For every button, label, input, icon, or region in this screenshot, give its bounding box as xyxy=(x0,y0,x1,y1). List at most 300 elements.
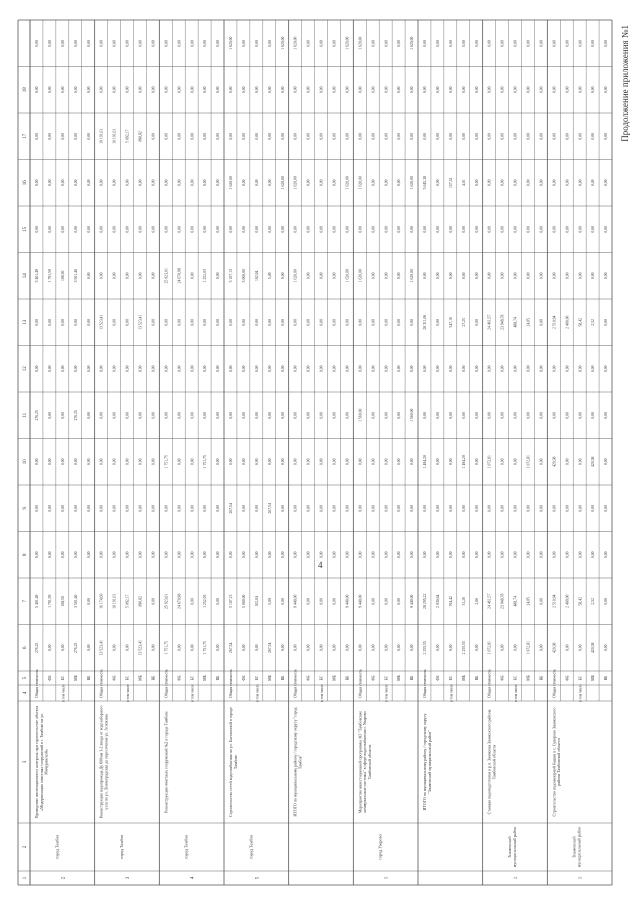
value-cell: 0,00 xyxy=(487,272,492,280)
value-cell: 0,00 xyxy=(436,86,440,94)
in-that-label: в том числе xyxy=(190,684,195,702)
value-cell: 0,00 xyxy=(539,132,544,140)
value-cell: 0,00 xyxy=(151,365,156,373)
value-cell: 0,00 xyxy=(332,132,337,140)
value-cell: 0,00 xyxy=(384,458,389,466)
in-that-label: в том числе xyxy=(320,684,324,702)
value-cell: 1 072,81 xyxy=(526,455,531,469)
value-cell: 0,00 xyxy=(35,86,40,94)
column-number: 6 xyxy=(23,646,28,649)
value-cell: 0,00 xyxy=(177,318,182,326)
value-cell: 9 440,00 xyxy=(410,594,415,608)
value-cell: 0,00 xyxy=(513,551,518,559)
value-cell: 0,00 xyxy=(474,272,479,280)
value-cell: 0,00 xyxy=(35,179,40,187)
value-cell: 0,00 xyxy=(604,272,609,280)
value-cell: 0,00 xyxy=(539,179,544,187)
sub-label: МБ xyxy=(267,675,272,681)
value-cell: 0,00 xyxy=(112,39,117,47)
value-cell: 1 620,00 xyxy=(410,269,415,283)
value-cell: 0,00 xyxy=(423,86,428,94)
value-cell: 0,00 xyxy=(125,551,130,559)
value-cell: 0,00 xyxy=(552,411,557,419)
column-number: 9 xyxy=(23,507,28,510)
value-cell: 0,00 xyxy=(73,86,78,94)
value-cell: 0,00 xyxy=(203,39,208,47)
value-cell: 0,00 xyxy=(487,551,492,559)
value-cell: 0,00 xyxy=(591,411,596,419)
value-cell: 1 751,75 xyxy=(203,455,208,469)
value-cell: 0,00 xyxy=(332,644,337,652)
value-cell: 0,00 xyxy=(474,132,479,140)
value-cell: 1 620,00 xyxy=(358,269,363,283)
value-cell: 0,00 xyxy=(500,39,505,47)
value-cell: 0,00 xyxy=(99,39,104,47)
value-cell: 0,00 xyxy=(604,225,609,233)
in-that-label: в том числе xyxy=(61,684,66,702)
value-cell: 0,00 xyxy=(99,86,104,94)
value-cell: 0,00 xyxy=(423,504,428,512)
value-cell: 9 440,00 xyxy=(345,594,350,608)
value-cell: 0,00 xyxy=(203,225,208,233)
value-cell: 0,00 xyxy=(384,225,389,233)
value-cell: 0,00 xyxy=(229,132,234,140)
value-cell: 0,00 xyxy=(384,132,389,140)
value-cell: 0,00 xyxy=(436,551,440,559)
value-cell: 0,00 xyxy=(591,365,596,373)
value-cell: 0,00 xyxy=(203,411,208,419)
value-cell: 0,00 xyxy=(539,411,544,419)
value-cell: 0,00 xyxy=(138,411,143,419)
value-cell: 0,00 xyxy=(436,318,440,326)
value-cell: 0,00 xyxy=(332,86,337,94)
value-cell: 0,00 xyxy=(203,86,208,94)
sub-label: ВБ xyxy=(216,675,221,681)
value-cell: 0,00 xyxy=(423,39,428,47)
sub-label: МБ xyxy=(591,675,596,681)
value-cell: 0,00 xyxy=(242,411,246,419)
value-cell: 0,00 xyxy=(125,365,130,373)
row-object: Тамбовской области xyxy=(366,744,372,780)
value-cell: 0,00 xyxy=(242,644,246,652)
value-cell: 0,00 xyxy=(73,225,78,233)
value-cell: 0,00 xyxy=(539,458,544,466)
value-cell: 0,00 xyxy=(578,179,583,187)
value-cell: 5 107,13 xyxy=(229,269,234,283)
row-object: Строительство сетей водоснабжения по ул. Бастионной в городе xyxy=(228,707,233,817)
value-cell: 0,00 xyxy=(410,318,415,326)
column-number: 11 xyxy=(23,412,28,418)
value-cell: 0,00 xyxy=(578,551,583,559)
value-cell: 0,00 xyxy=(565,39,570,47)
value-cell: 0,00 xyxy=(216,504,221,512)
value-cell: 0,00 xyxy=(306,318,311,326)
row-locality: город Тамбов xyxy=(119,834,124,860)
value-cell: 0,00 xyxy=(190,365,195,373)
value-cell: 0,00 xyxy=(513,411,518,419)
value-cell: 0,00 xyxy=(358,225,363,233)
value-cell: 0,00 xyxy=(60,504,65,512)
value-cell: 0,00 xyxy=(267,86,272,94)
value-cell: 0,00 xyxy=(591,225,596,233)
value-cell: 0,00 xyxy=(319,644,324,652)
column-number: 15 xyxy=(23,226,28,232)
value-cell: 1 494,20 xyxy=(423,455,428,469)
value-cell: 0,00 xyxy=(397,225,402,233)
value-cell: 0,00 xyxy=(539,644,544,652)
value-cell: 0,00 xyxy=(151,458,156,466)
value-cell: 0,00 xyxy=(60,132,65,140)
value-cell: 0,00 xyxy=(203,551,208,559)
value-cell: 0,00 xyxy=(513,504,518,512)
in-that-label: в том числе xyxy=(449,684,454,702)
value-cell: 0,00 xyxy=(35,225,40,233)
value-cell: 0,00 xyxy=(604,86,609,94)
sub-label: БС xyxy=(254,675,259,681)
value-cell: 0,00 xyxy=(280,644,285,652)
value-cell: 0,00 xyxy=(397,86,402,94)
value-cell: 5 401,49 xyxy=(35,269,40,283)
sub-label: ВБ xyxy=(151,675,156,681)
value-cell: 0,00 xyxy=(371,39,376,47)
value-cell: 24,05 xyxy=(526,317,531,327)
value-cell: 0,00 xyxy=(293,411,298,419)
value-cell: 0,00 xyxy=(164,86,169,94)
total-label: Общая стоимость xyxy=(35,669,40,698)
value-cell: 0,00 xyxy=(552,39,557,47)
column-number: 10 xyxy=(23,459,28,465)
value-cell: 0,00 xyxy=(48,86,52,94)
value-cell: 420,38 xyxy=(591,456,596,467)
value-cell: 0,00 xyxy=(254,225,259,233)
value-cell: 0,00 xyxy=(177,365,182,373)
value-cell: 0,00 xyxy=(125,225,130,233)
value-cell: 0,00 xyxy=(448,39,453,47)
value-cell: 0,00 xyxy=(267,458,272,466)
value-cell: 0,00 xyxy=(190,597,195,605)
value-cell: 0,00 xyxy=(513,225,518,233)
value-cell: 0,00 xyxy=(319,504,324,512)
value-cell: 5,09 xyxy=(267,597,272,605)
value-cell: 0,00 xyxy=(112,365,117,373)
value-cell: 0,00 xyxy=(242,551,246,559)
value-cell: 0,00 xyxy=(86,132,91,140)
value-cell: 102,04 xyxy=(254,596,259,607)
value-cell: 0,00 xyxy=(48,132,52,140)
row-number: 1 xyxy=(514,876,519,880)
value-cell: 0,00 xyxy=(436,458,440,466)
value-cell: 0,00 xyxy=(35,458,40,466)
value-cell: 0,00 xyxy=(591,179,596,187)
value-cell: 1 791,59 xyxy=(48,269,52,283)
value-cell: 0,00 xyxy=(35,318,40,326)
total-label: Общая стоимость xyxy=(164,669,169,698)
value-cell: 0,00 xyxy=(565,644,570,652)
value-cell: 0,00 xyxy=(151,551,156,559)
sub-label: МБ xyxy=(526,675,531,681)
value-cell: 0,00 xyxy=(371,365,376,373)
row-object: «Модернизация очистных сооружений в г. Тамбове на ул. xyxy=(38,712,44,812)
total-label: Общая стоимость xyxy=(487,669,492,698)
value-cell: 2 510,94 xyxy=(552,315,557,329)
value-cell: 0,00 xyxy=(190,225,195,233)
value-cell: 1 751,75 xyxy=(203,641,208,655)
value-cell: 0,00 xyxy=(73,504,78,512)
total-label: Общая стоимость xyxy=(293,669,298,698)
value-cell: 0,00 xyxy=(164,504,169,512)
value-cell: 0,00 xyxy=(384,86,389,94)
value-cell: 0,00 xyxy=(319,225,324,233)
row-number: 2 xyxy=(61,876,67,880)
row-locality: город Тамбов xyxy=(248,834,254,860)
value-cell: 9 440,00 xyxy=(358,594,363,608)
value-cell: 0,00 xyxy=(539,86,544,94)
row-object: Проведение инспекционного контроля при строительстве объекта xyxy=(34,705,39,819)
value-cell: 0,00 xyxy=(293,644,298,652)
value-cell: 0,00 xyxy=(513,272,518,280)
value-cell: 0,00 xyxy=(319,272,324,280)
value-cell: 0,00 xyxy=(60,551,65,559)
value-cell: 0,00 xyxy=(48,365,52,373)
value-cell: 0,00 xyxy=(332,411,337,419)
row-object: Тамбов" xyxy=(297,754,303,770)
value-cell: 0,00 xyxy=(384,179,389,187)
value-cell: 28 311,06 xyxy=(423,314,428,330)
row-object: Тамбове xyxy=(232,754,238,770)
value-cell: 0,00 xyxy=(461,225,466,233)
value-cell: 0,00 xyxy=(48,458,52,466)
value-cell: 0,00 xyxy=(461,411,466,419)
value-cell: 0,00 xyxy=(410,225,415,233)
value-cell: 0,00 xyxy=(267,179,272,187)
value-cell: 0,00 xyxy=(448,551,453,559)
value-cell: 0,00 xyxy=(578,411,583,419)
value-cell: 0,00 xyxy=(565,551,570,559)
value-cell: 0,00 xyxy=(384,597,389,605)
value-cell: 0,00 xyxy=(306,39,311,47)
column-number: 1 xyxy=(23,876,28,880)
value-cell: 276,25 xyxy=(35,642,40,653)
value-cell: 0,00 xyxy=(345,644,350,652)
value-cell: 2 400,00 xyxy=(565,594,570,608)
in-that-label: в том числе xyxy=(255,684,260,702)
value-cell: 0,00 xyxy=(345,86,350,94)
value-cell: 0,00 xyxy=(578,365,583,373)
value-cell: 1 560,00 xyxy=(410,408,415,422)
row-object: Мероприятия инвестиционной программы АО "Тамбовские xyxy=(357,710,363,814)
value-cell: 0,00 xyxy=(177,644,182,652)
value-cell: 3 501,40 xyxy=(73,269,78,283)
value-cell: 0,00 xyxy=(604,458,609,466)
value-cell: 0,00 xyxy=(526,86,531,94)
value-cell: 0,00 xyxy=(474,458,479,466)
value-cell: 0,00 xyxy=(280,504,285,512)
value-cell: 0,00 xyxy=(112,551,117,559)
value-cell: 0,00 xyxy=(60,411,65,419)
value-cell: 0,00 xyxy=(280,551,285,559)
value-cell: 0,00 xyxy=(293,132,298,140)
column-number: 18 xyxy=(23,87,28,93)
value-cell: 0,00 xyxy=(319,411,324,419)
value-cell: 0,00 xyxy=(48,411,52,419)
value-cell: 0,00 xyxy=(60,179,65,187)
value-cell: 0,00 xyxy=(138,272,143,280)
value-cell: 1 620,00 xyxy=(410,176,415,190)
value-cell: 0,00 xyxy=(190,504,195,512)
value-cell: 0,00 xyxy=(216,318,221,326)
value-cell: 0,00 xyxy=(397,39,402,47)
row-object: узла по ул. Ленинградская до пересечения ул. Агапкина xyxy=(103,714,109,810)
value-cell: 0,00 xyxy=(60,86,65,94)
value-cell: 0,00 xyxy=(177,132,182,140)
value-cell: 0,00 xyxy=(280,597,285,605)
value-cell: 1 072,81 xyxy=(526,641,531,655)
sub-label: БС xyxy=(513,675,518,681)
value-cell: 0,00 xyxy=(371,551,376,559)
value-cell: 0,00 xyxy=(177,458,182,466)
value-cell: 0,00 xyxy=(410,644,415,652)
value-cell: 0,00 xyxy=(35,39,40,47)
value-cell: 0,00 xyxy=(436,179,440,187)
value-cell: 0,00 xyxy=(436,411,440,419)
value-cell: 0,00 xyxy=(500,225,505,233)
sub-label: БС xyxy=(60,675,65,681)
value-cell: 0,00 xyxy=(60,39,65,47)
row-object: Тамбовской области xyxy=(491,744,497,780)
value-cell: 0,00 xyxy=(591,504,596,512)
value-cell: 0,00 xyxy=(461,39,466,47)
value-cell: 2,06 xyxy=(474,597,479,605)
value-cell: 0,00 xyxy=(591,551,596,559)
value-cell: 0,00 xyxy=(125,644,130,652)
value-cell: 276,25 xyxy=(35,410,40,421)
value-cell: 0,00 xyxy=(280,86,285,94)
row-object: Станция водоподготовки в р.п. Знаменка Знаменского района xyxy=(486,709,492,815)
value-cell: 2,52 xyxy=(591,318,596,326)
value-cell: 0,00 xyxy=(86,318,91,326)
sub-label: МБ xyxy=(138,675,143,681)
value-cell: 1 072,81 xyxy=(487,641,492,655)
value-cell: 0,00 xyxy=(293,551,298,559)
value-cell: 0,00 xyxy=(112,644,117,652)
value-cell: 9 440,00 xyxy=(293,594,298,608)
row-locality: муниципальный район xyxy=(576,826,582,868)
value-cell: 0,00 xyxy=(371,318,376,326)
value-cell: 0,00 xyxy=(591,272,596,280)
value-cell: 0,00 xyxy=(423,411,428,419)
value-cell: 704,42 xyxy=(448,596,453,607)
value-cell: 0,00 xyxy=(474,86,479,94)
value-cell: 0,00 xyxy=(60,365,65,373)
value-cell: 0,00 xyxy=(319,179,324,187)
value-cell: 0,00 xyxy=(500,365,505,373)
value-cell: 0,00 xyxy=(384,504,389,512)
value-cell: 0,00 xyxy=(138,179,143,187)
value-cell: 0,00 xyxy=(190,179,195,187)
value-cell: 0,00 xyxy=(578,644,583,652)
value-cell: 0,00 xyxy=(190,411,195,419)
column-number: 5 xyxy=(23,676,28,680)
value-cell: 0,00 xyxy=(474,644,479,652)
value-cell: 0,00 xyxy=(293,225,298,233)
value-cell: 0,00 xyxy=(552,179,557,187)
value-cell: 0,00 xyxy=(526,551,531,559)
value-cell: 0,00 xyxy=(500,179,505,187)
value-cell: 0,00 xyxy=(229,318,234,326)
value-cell: 0,00 xyxy=(73,551,78,559)
value-cell: 0,00 xyxy=(280,225,285,233)
value-cell: 0,00 xyxy=(604,551,609,559)
value-cell: 0,00 xyxy=(280,318,285,326)
value-cell: 0,00 xyxy=(138,365,143,373)
value-cell: 0,00 xyxy=(216,272,221,280)
value-cell: 0,00 xyxy=(60,644,65,652)
value-cell: 0,00 xyxy=(345,132,350,140)
value-cell: 0,00 xyxy=(229,225,234,233)
value-cell: 0,00 xyxy=(397,644,402,652)
value-cell: 0,00 xyxy=(591,132,596,140)
value-cell: 488,74 xyxy=(513,596,518,607)
value-cell: 0,00 xyxy=(500,272,505,280)
value-cell: 0,00 xyxy=(125,458,130,466)
column-number: 17 xyxy=(23,133,28,139)
value-cell: 0,00 xyxy=(99,225,104,233)
value-cell: 0,00 xyxy=(86,551,91,559)
value-cell: 0,00 xyxy=(552,365,557,373)
value-cell: 0,00 xyxy=(578,272,583,280)
value-cell: 28 295,22 xyxy=(423,593,428,609)
value-cell: 27,25 xyxy=(461,317,466,327)
value-cell: 0,00 xyxy=(73,179,78,187)
value-cell: 0,00 xyxy=(86,86,91,94)
value-cell: 0,00 xyxy=(487,39,492,47)
value-cell: 0,00 xyxy=(48,225,52,233)
value-cell: 24 461,57 xyxy=(487,314,492,330)
value-cell: 0,00 xyxy=(539,504,544,512)
appendix-title: Продолжение приложения №1 xyxy=(620,25,630,142)
value-cell: 0,00 xyxy=(565,504,570,512)
value-cell: 0,00 xyxy=(216,551,221,559)
value-cell: 0,00 xyxy=(410,365,415,373)
value-cell: 0,00 xyxy=(565,225,570,233)
value-cell: 0,00 xyxy=(539,551,544,559)
table-group xyxy=(18,20,630,885)
value-cell: 0,00 xyxy=(319,39,324,47)
sub-label: МБ xyxy=(203,675,208,681)
value-cell: 0,00 xyxy=(345,225,350,233)
value-cell: 0,00 xyxy=(513,365,518,373)
value-cell: 0,00 xyxy=(332,551,337,559)
value-cell: 0,00 xyxy=(229,365,234,373)
value-cell: 0,00 xyxy=(461,365,466,373)
value-cell: 0,00 xyxy=(410,132,415,140)
value-cell: 0,00 xyxy=(448,365,453,373)
value-cell: 0,00 xyxy=(99,179,104,187)
value-cell: 0,00 xyxy=(293,504,298,512)
value-cell: 0,00 xyxy=(371,225,376,233)
value-cell: 267,54 xyxy=(229,642,234,653)
value-cell: 0,00 xyxy=(448,272,453,280)
value-cell: 1 560,00 xyxy=(358,408,363,422)
value-cell: 0,00 xyxy=(461,86,466,94)
value-cell: 0,00 xyxy=(500,644,505,652)
value-cell: 5 401,49 xyxy=(35,594,40,608)
value-cell: 13 523,41 xyxy=(138,314,143,330)
column-number: 8 xyxy=(23,553,28,556)
value-cell: 3 501,40 xyxy=(73,594,78,608)
value-cell: 0,00 xyxy=(216,86,221,94)
value-cell: 0,00 xyxy=(306,86,311,94)
